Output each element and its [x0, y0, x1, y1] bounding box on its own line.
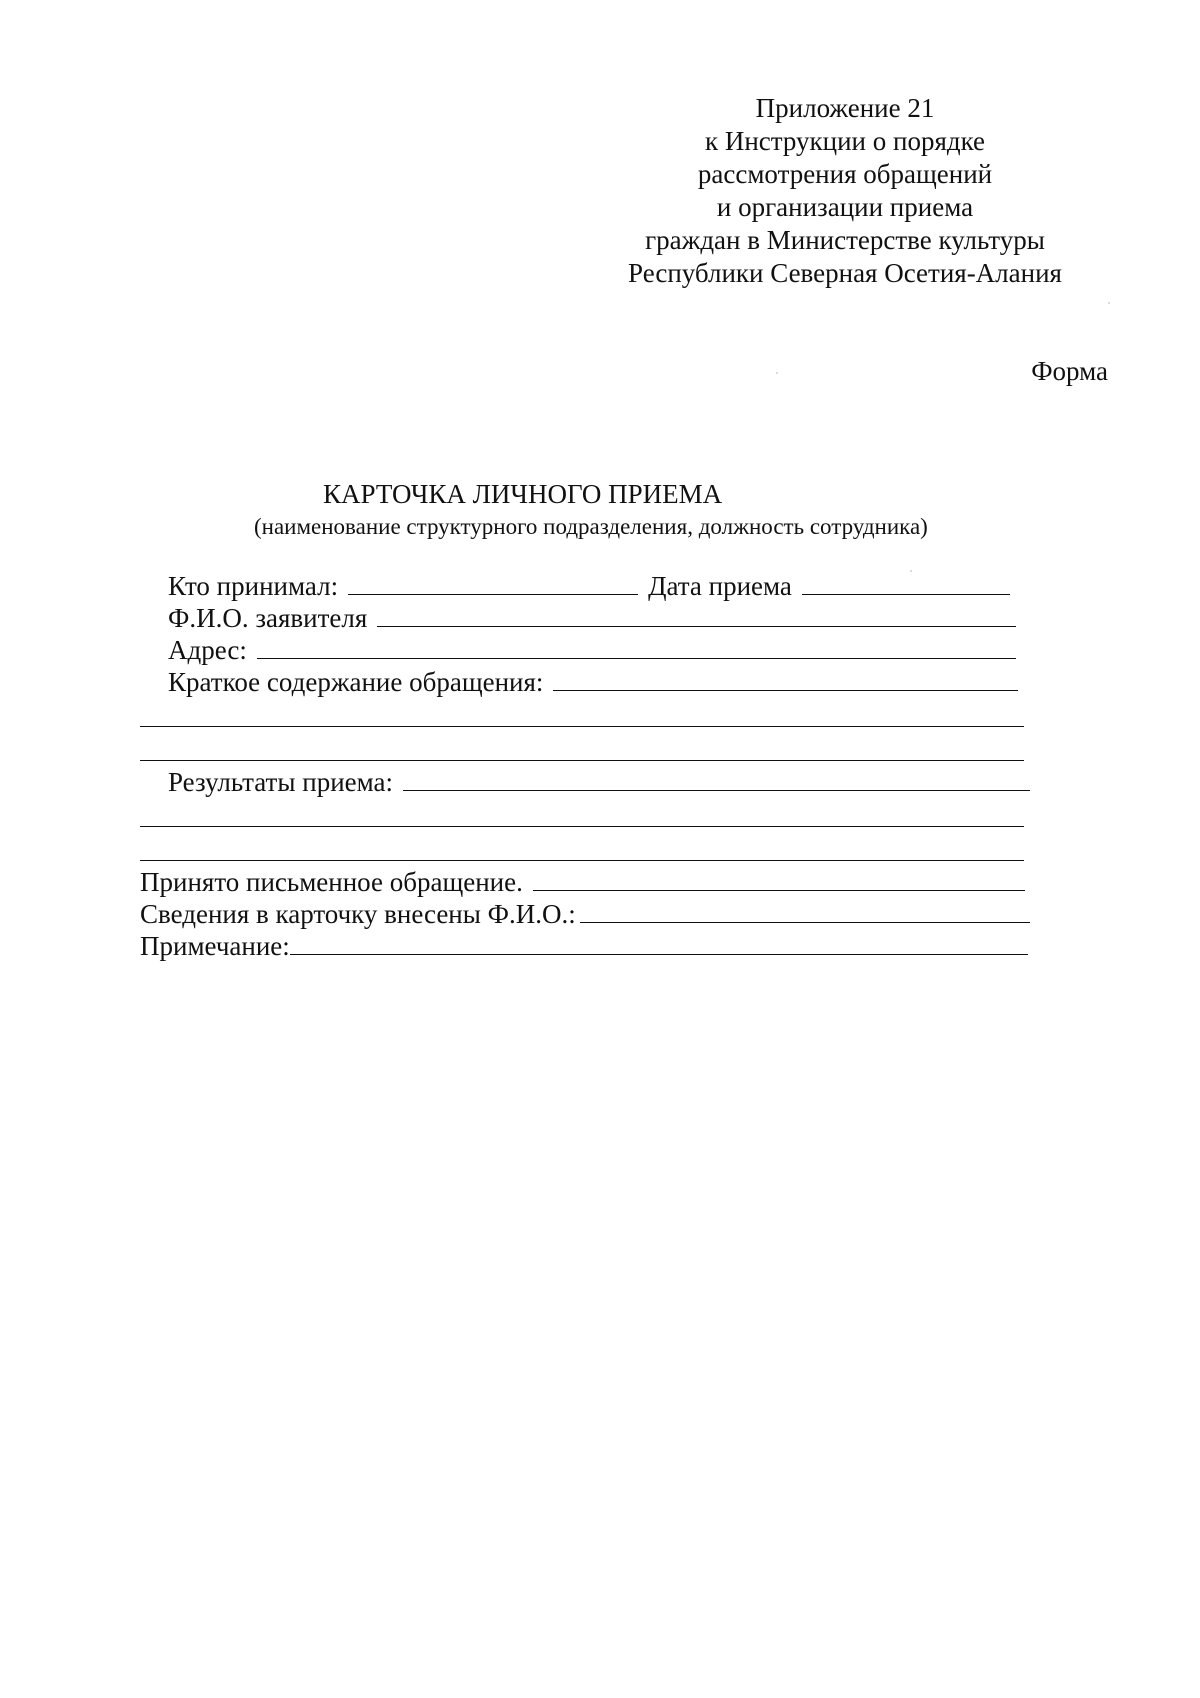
appendix-line: рассмотрения обращений	[697, 159, 993, 189]
appendix-line: Приложение 21	[755, 93, 935, 123]
appendix-line: к Инструкции о порядке	[704, 126, 986, 156]
date-received-field[interactable]	[802, 572, 1010, 595]
results-row	[168, 766, 1030, 798]
results-continuation-line[interactable]	[140, 826, 1024, 827]
written-appeal-row	[140, 866, 1025, 898]
who-received-label: Кто принимал:	[168, 571, 339, 601]
who-received-row	[168, 570, 1010, 602]
card-subtitle: (наименование структурного подразделения, должность сотрудника)	[254, 514, 928, 539]
scan-speck	[776, 372, 778, 374]
appendix-line: Республики Северная Осетия-Алания	[628, 258, 1062, 288]
results-continuation-line[interactable]	[140, 860, 1024, 861]
written-appeal-label: Принято письменное обращение.	[140, 867, 523, 897]
summary-continuation-line[interactable]	[140, 760, 1024, 761]
summary-label: Краткое содержание обращения:	[168, 667, 544, 697]
note-row	[140, 930, 1028, 962]
note-label: Примечание:	[140, 931, 290, 961]
appendix-line: граждан в Министерстве культуры	[645, 225, 1045, 255]
address-field[interactable]	[257, 636, 1016, 659]
results-label: Результаты приема:	[168, 767, 394, 797]
scan-speck	[910, 570, 912, 572]
appendix-line: и организации приема	[716, 192, 974, 222]
applicant-name-row	[168, 602, 1016, 634]
results-field[interactable]	[403, 768, 1030, 791]
address-row	[168, 634, 1016, 666]
summary-field[interactable]	[553, 668, 1018, 691]
note-field[interactable]	[290, 932, 1028, 955]
written-appeal-field[interactable]	[533, 868, 1025, 891]
entered-by-label: Сведения в карточку внесены Ф.И.О.:	[140, 899, 576, 929]
form-label: Форма	[1031, 356, 1108, 386]
summary-continuation-line[interactable]	[140, 726, 1024, 727]
applicant-name-label: Ф.И.О. заявителя	[168, 603, 368, 633]
applicant-name-field[interactable]	[377, 604, 1016, 627]
appendix-header	[600, 92, 1090, 290]
date-received-label: Дата приема	[648, 571, 792, 601]
entered-by-field[interactable]	[580, 900, 1030, 923]
card-title: КАРТОЧКА ЛИЧНОГО ПРИЕМА	[323, 479, 723, 509]
who-received-field[interactable]	[348, 572, 638, 595]
summary-row	[168, 666, 1018, 698]
scan-speck	[1108, 302, 1110, 304]
address-label: Адрес:	[168, 635, 247, 665]
entered-by-row	[140, 898, 1030, 930]
